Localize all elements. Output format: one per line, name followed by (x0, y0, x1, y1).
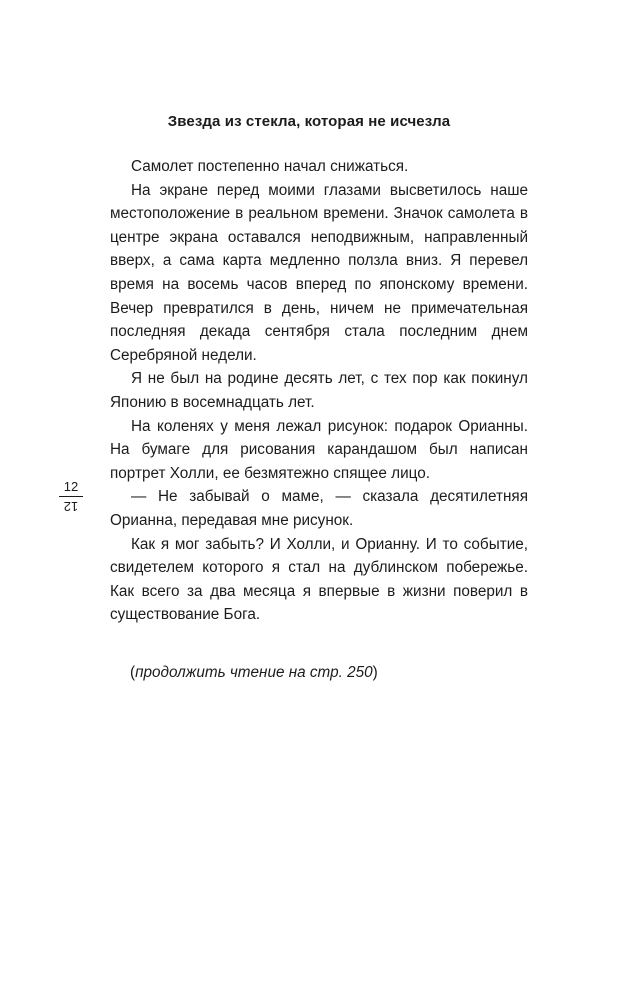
paragraph: На экране перед моими глазами высветилось наше местоположение в реальном времени. Значок самолета в центре экрана оставался неподвижным, направленный вверх, а сама карта медленно ползла вниз. Я перевел время на восемь часов вперед по японскому времени. Вечер превратился в день, ничем не примечательная последняя декада сентября стала последним днем Серебряной недели. (110, 181, 528, 364)
body-text (110, 155, 528, 627)
paragraph: Я не был на родине десять лет, с тех пор как покинул Японию в восемнадцать лет. (110, 370, 528, 411)
continue-close-paren: ) (372, 664, 378, 681)
paragraph: На коленях у меня лежал рисунок: подарок Орианны. На бумаге для рисования карандашом был написан портрет Холли, ее безмятежно спящее лицо. (110, 417, 528, 482)
page-number-divider (59, 496, 83, 497)
paragraph: Как я мог забыть? И Холли, и Орианну. И то событие, свидетелем которого я стал на дублинском побережье. Как всего за два месяца я впервые в жизни поверил в существование Бога. (110, 535, 528, 624)
continue-text: продолжить чтение на стр. 250 (135, 664, 373, 681)
page-number-top: 12 (63, 479, 79, 494)
paragraph: Самолет постепенно начал снижаться. (131, 158, 409, 175)
continue-open-paren: ( (130, 664, 136, 681)
continue-reading-note (130, 661, 378, 685)
chapter-title: Звезда из стекла, которая не исчезла (167, 113, 451, 130)
page-number-bottom-flipped: 12 (63, 499, 79, 514)
page-number (56, 480, 86, 513)
paragraph: — Не забывай о маме, — сказала десятилетняя Орианна, передавая мне рисунок. (110, 488, 528, 529)
